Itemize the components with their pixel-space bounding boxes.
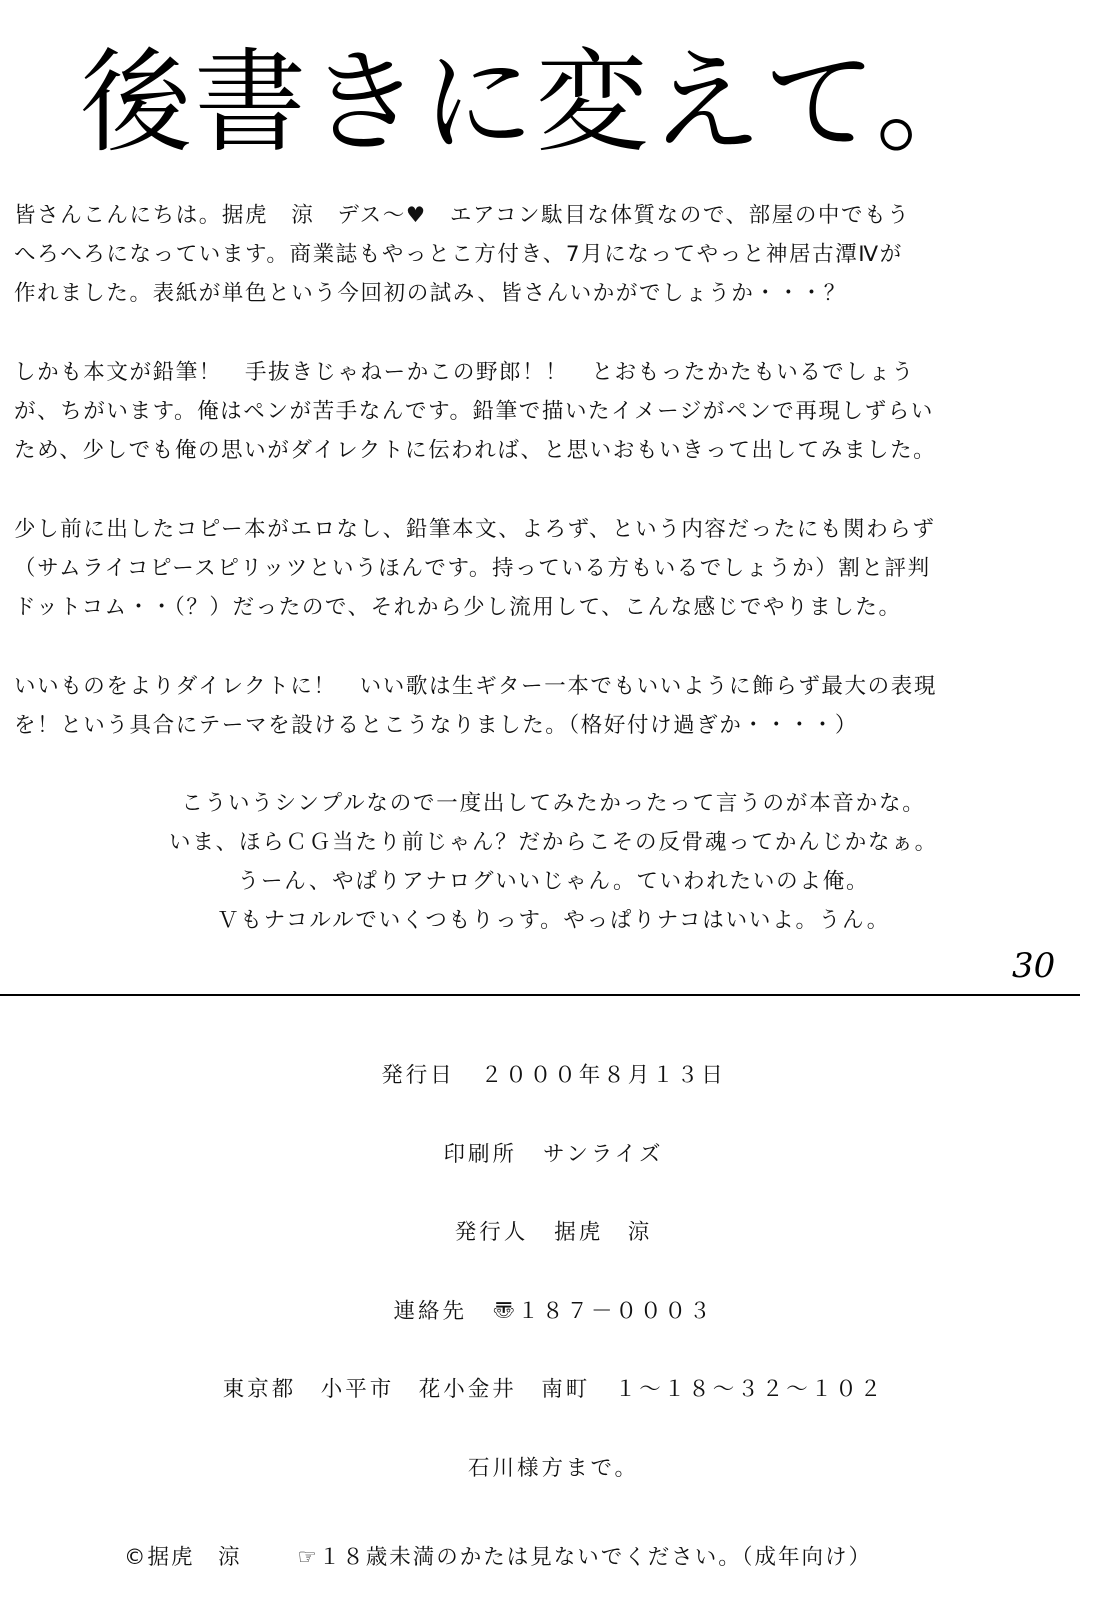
paragraph-theme — [14, 667, 1094, 745]
closing-line: こういうシンプルなので一度出してみたかったって言うのが本音かな。 — [181, 791, 926, 816]
contact-value: 〠１８７－０００３ — [493, 1298, 714, 1324]
colophon — [0, 1056, 1107, 1527]
text-line: ドットコム・・（？）だったので、それから少し流用して、こんな感じでやりました。 — [14, 595, 902, 620]
text-line: しかも本文が鉛筆！ 手抜きじゃねーかこの野郎！！ とおもったかたもいるでしょう — [14, 360, 915, 385]
printer-label: 印刷所 — [443, 1141, 517, 1167]
closing-line: いま、ほらＣＧ当たり前じゃん？だからこその反骨魂ってかんじかなぁ。 — [169, 830, 938, 855]
text-line: いいものをよりダイレクトに！ いい歌は生ギター一本でもいいように飾らず最大の表現 — [14, 674, 937, 699]
issue-date-label: 発行日 — [381, 1063, 455, 1088]
text-line: を！という具合にテーマを設けるとこうなりました。（格好付け過ぎか・・・・） — [14, 713, 858, 738]
colophon-printer — [0, 1135, 1107, 1214]
colophon-contact — [0, 1292, 1107, 1371]
afterword-body — [14, 196, 1094, 785]
text-line: 少し前に出したコピー本がエロなし、鉛筆本文、よろず、という内容だったにも関わらず — [14, 517, 936, 542]
text-line: ため、少しでも俺の思いがダイレクトに伝われば、と思いおもいきって出してみました。 — [14, 438, 937, 463]
page-number: 30 — [1012, 946, 1056, 986]
section-divider — [0, 994, 1080, 996]
colophon-care-of: 石川様方まで。 — [467, 1455, 640, 1481]
text-line: （サムライコピースピリッツというほんです。持っている方もいるでしょうか）割と評判 — [14, 556, 931, 581]
contact-label: 連絡先 — [393, 1298, 467, 1324]
age-warning: ☞１８歳未満のかたは見ないでください。（成年向け） — [297, 1545, 873, 1570]
colophon-publisher — [0, 1213, 1107, 1292]
text-line: 作れました。表紙が単色という今回初の試み、皆さんいかがでしょうか・・・？ — [14, 281, 847, 306]
printer-value: サンライズ — [542, 1141, 664, 1167]
colophon-issue-date — [0, 1056, 1107, 1135]
colophon-address: 東京都 小平市 花小金井 南町 １～１８～３２～１０２ — [222, 1377, 885, 1402]
paragraph-greeting — [14, 196, 1094, 313]
text-line: 皆さんこんにちは。据虎 涼 デス～♥ エアコン駄目な体質なので、部屋の中でもう — [14, 203, 911, 228]
publisher-label: 発行人 — [454, 1220, 529, 1245]
text-line: が、ちがいます。俺はペンが苦手なんです。鉛筆で描いたイメージがペンで再現しずらい — [14, 399, 934, 424]
closing-line: Ｖもナコルルでいくつもりっす。やっぱりナコはいいよ。うん。 — [216, 908, 890, 933]
closing-line: うーん、やぱりアナログいいじゃん。ていわれたいのよ俺。 — [237, 869, 870, 894]
publisher-value: 据虎 涼 — [554, 1220, 653, 1245]
footer — [124, 1538, 1084, 1578]
copyright-notice: ©据虎 涼 — [124, 1545, 242, 1570]
text-line: へろへろになっています。商業誌もやっとこ方付き、7月になってやっと神居古潭Ⅳが — [14, 242, 903, 267]
page-title: 後書きに変えて。 — [80, 38, 990, 168]
paragraph-copy-book — [14, 510, 1094, 627]
closing-remarks — [0, 784, 1107, 940]
issue-date-value: ２０００年８月１３日 — [480, 1063, 726, 1088]
paragraph-pencil — [14, 353, 1094, 470]
